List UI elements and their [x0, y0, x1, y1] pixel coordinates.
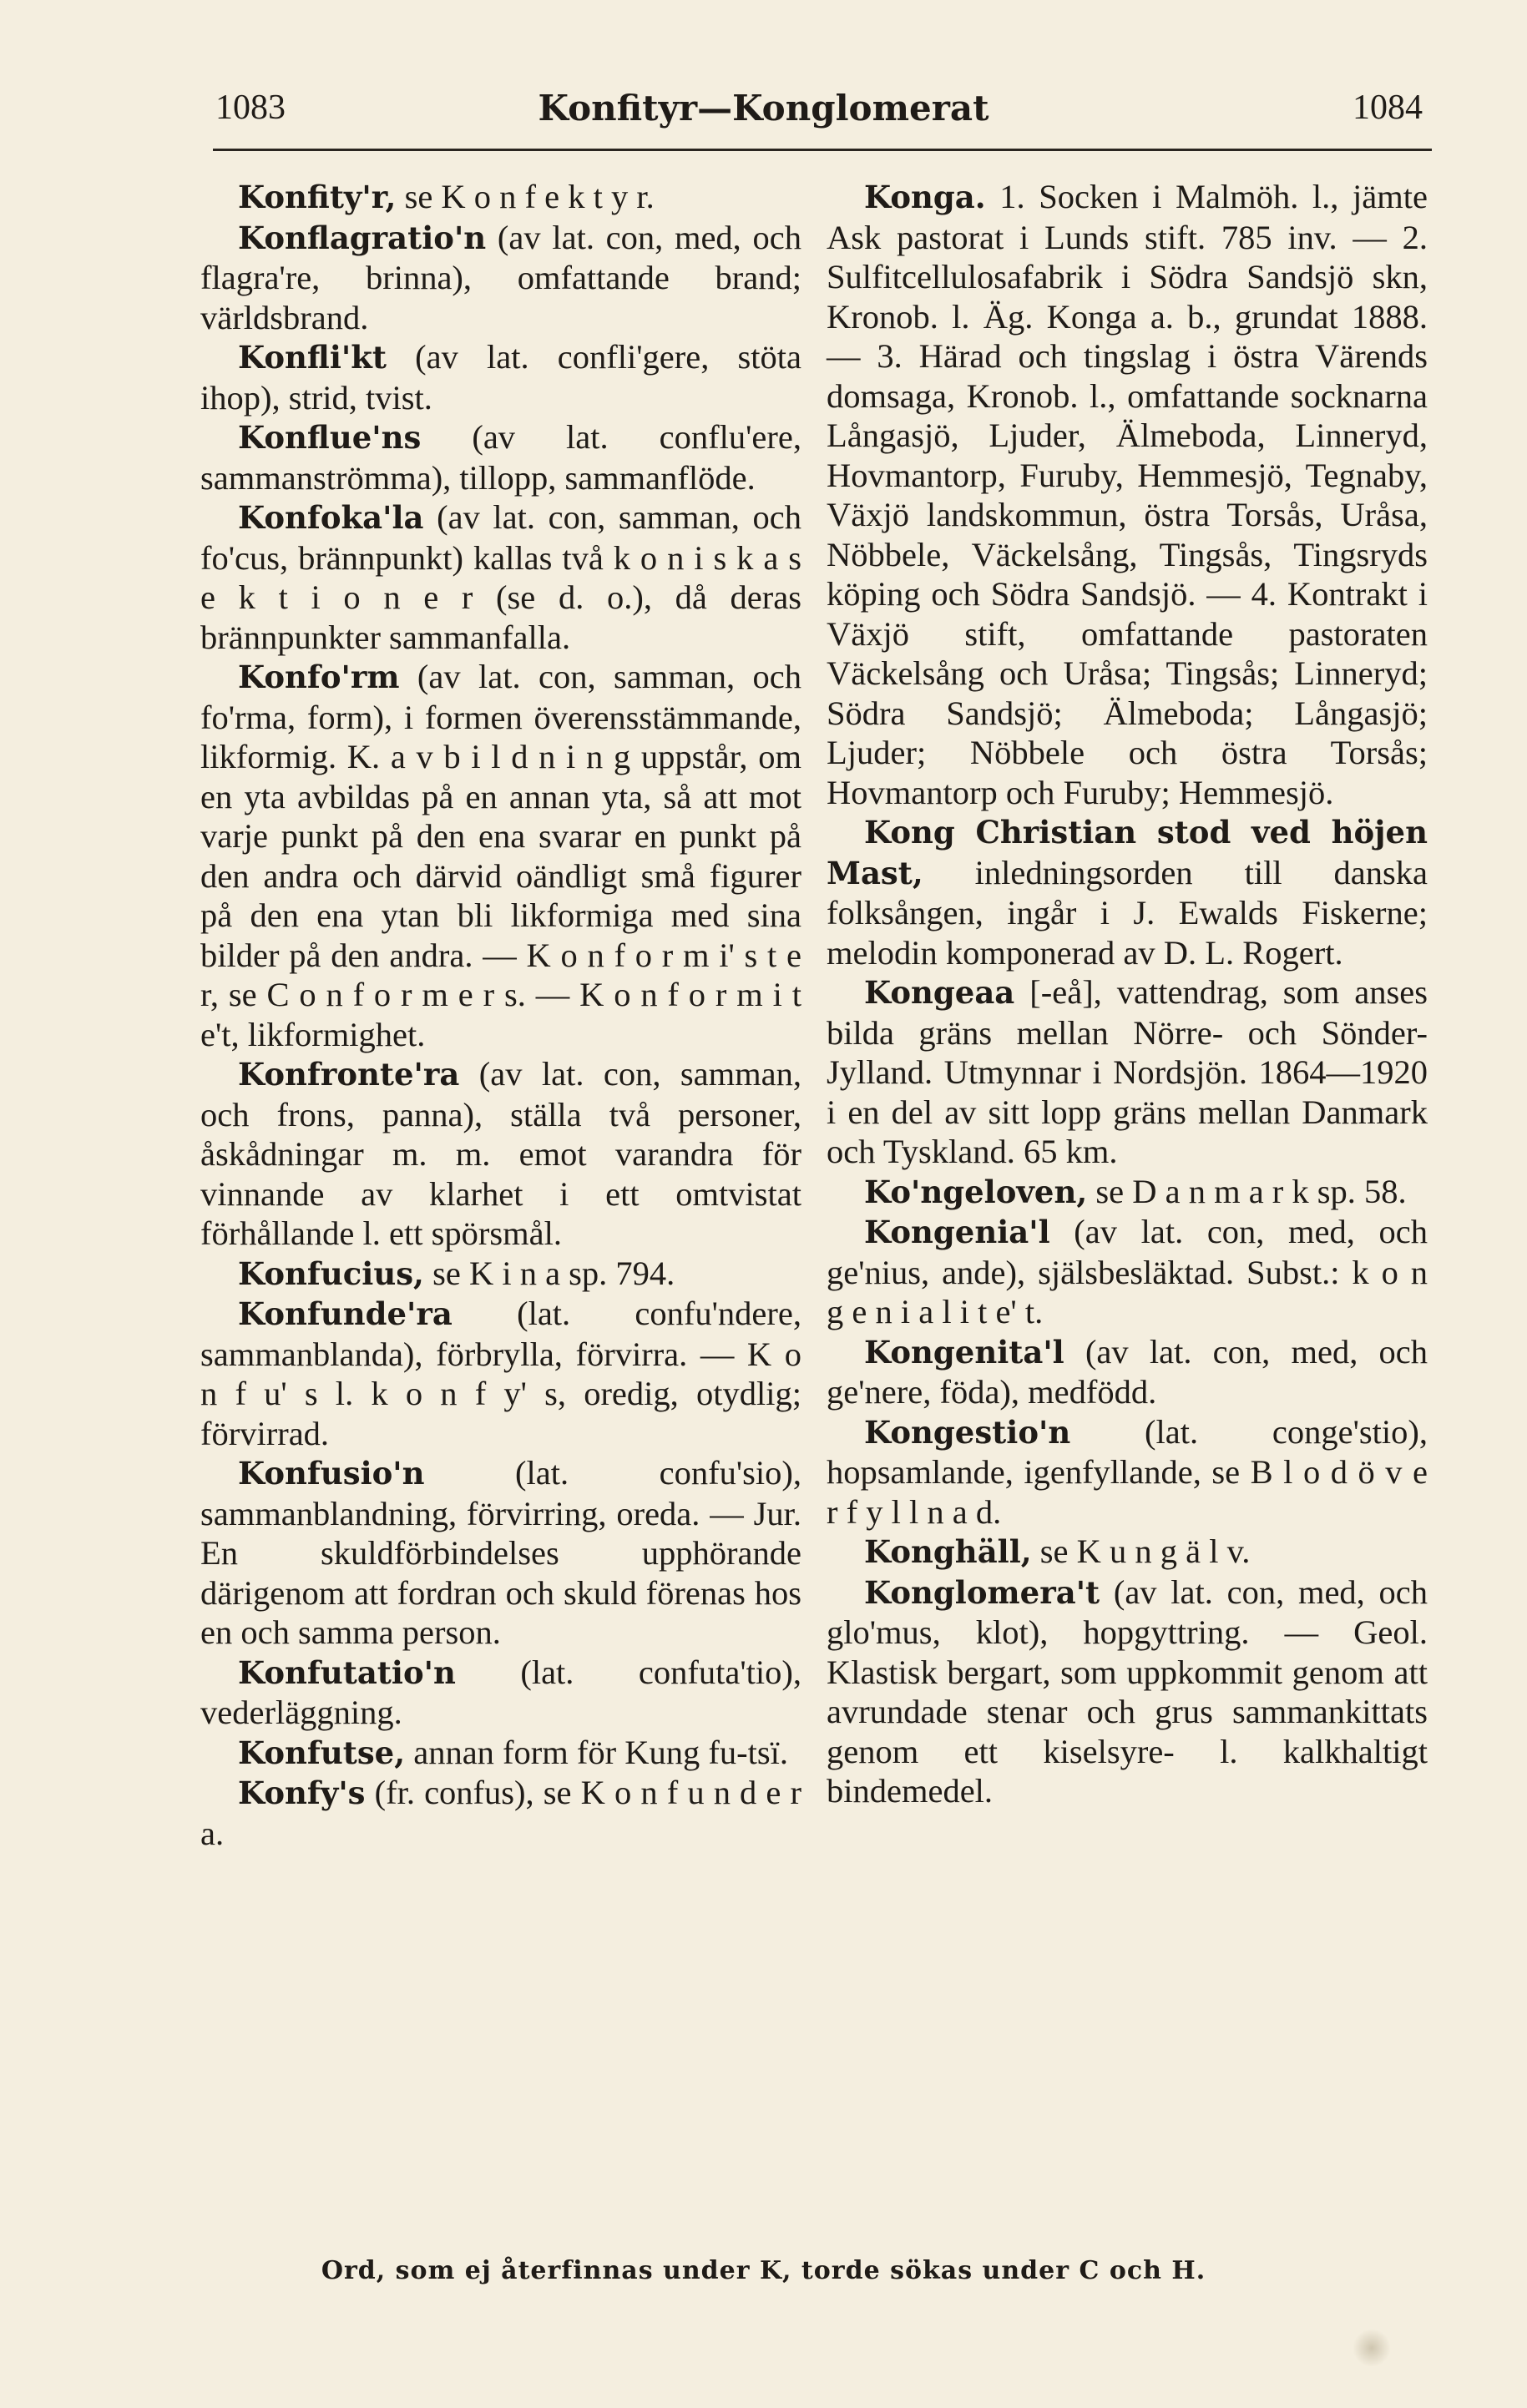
page-number-right: 1084 [1353, 88, 1423, 127]
entry-headword: Konfusio'n [238, 1455, 425, 1492]
dictionary-entry [200, 177, 801, 218]
dictionary-entry [200, 1054, 801, 1254]
entry-headword: Konflagratio'n [238, 219, 487, 256]
entry-text: inledningsorden till danska folksången, ingår i J. Ewalds Fiskerne; melodin komponerad av D. L. Rogert. [827, 853, 1428, 972]
entry-text: (av lat. con, samman, och fo'rma, form), i formen överensstämmande, likformig. K. a v b i l d n i n g uppstår, om en yta avbildas på en annan yta, så att mot varje punkt på den ena svarar en punkt på den andra och därvid oändligt små figurer på den ena ytan bli likformiga med sina bilder på den andra. — K o n f o r m i' s t e r, se C o n f o r m e r s. — K o n f o r m i t e't, likformighet. [200, 658, 801, 1053]
dictionary-entry [200, 657, 801, 1054]
entry-headword: Kongenia'l [864, 1214, 1050, 1250]
dictionary-entry [200, 1453, 801, 1653]
entry-text: (av lat. con, samman, och fo'cus, brännpunkt) kallas två k o n i s k a s e k t i o n e r (se d. o.), då deras brännpunkter sammanfalla. [200, 498, 801, 656]
paper-smudge [1353, 2329, 1391, 2367]
entry-text: (av lat. con, med, och glo'mus, klot), hopgyttring. — Geol. Klastisk bergart, som uppkommit genom att avrundade stenar och grus sammankittats genom ett kiselsyre- l. kalkhaltigt bindemedel. [827, 1573, 1428, 1810]
entry-text: (lat. confuta'tio), vederläggning. [200, 1653, 801, 1731]
entry-text: [-eå], vattendrag, som anses bilda gräns mellan Nörre- och Sönder-Jylland. Utmynnar i Nordsjön. 1864—1920 i en del av sitt lopp gräns mellan Danmark och Tyskland. 65 km. [827, 973, 1428, 1170]
entry-headword: Konfutatio'n [238, 1653, 456, 1691]
entry-headword: Konfutse, [238, 1734, 406, 1771]
entry-headword: Konfoka'la [238, 499, 424, 536]
footer-note: Ord, som ej återfinnas under K, torde sökas under C och H. [321, 2256, 1206, 2285]
entry-text: (lat. conge'stio), hopsamlande, igenfyllande, se B l o d ö v e r f y l l n a d. [827, 1412, 1428, 1531]
dictionary-entry [827, 1532, 1428, 1573]
dictionary-entry [200, 497, 801, 657]
entry-headword: Konfli'kt [238, 339, 387, 376]
entry-headword: Konghäll, [864, 1533, 1032, 1570]
dictionary-entry [200, 337, 801, 417]
entry-text: se D a n m a r k sp. 58. [1087, 1172, 1407, 1210]
dictionary-entry [827, 1172, 1428, 1213]
entry-text: (lat. confu'ndere, sammanblanda), förbrylla, förvirra. — K o n f u' s l. k o n f y' s, oredig, otydlig; förvirrad. [200, 1295, 801, 1452]
entry-headword: Konglomera't [864, 1573, 1100, 1611]
entry-headword: Kongestio'n [864, 1413, 1071, 1451]
entry-text: (fr. confus), se K o n f u n d e r a. [200, 1774, 801, 1852]
left-column [200, 177, 801, 1853]
entry-headword: Konfucius, [238, 1254, 424, 1292]
dictionary-entry [200, 1733, 801, 1774]
entry-headword: Konfunde'ra [238, 1295, 453, 1332]
page-header [0, 0, 1527, 159]
running-title: Konfityr—Konglomerat [538, 88, 989, 129]
right-column [827, 177, 1428, 1811]
dictionary-entry [200, 218, 801, 338]
entry-text: se K o n f e k t y r. [396, 178, 655, 215]
entry-headword: Konfo'rm [238, 659, 400, 695]
entry-text: se K i n a sp. 794. [423, 1254, 675, 1292]
entry-headword: Konfity'r, [238, 179, 397, 215]
page-number-left: 1083 [215, 88, 286, 127]
dictionary-entry [200, 1653, 801, 1733]
entry-text: (lat. confu'sio), sammanblandning, förvirring, oreda. — Jur. En skuldförbindelses upphörande därigenom att fordran och skuld förenas hos en och samma person. [200, 1454, 801, 1651]
entry-text: (av lat. con, med, och flagra're, brinna), omfattande brand; världsbrand. [200, 218, 801, 336]
dictionary-entry [827, 1412, 1428, 1532]
entry-text: (av lat. confli'gere, stöta ihop), strid, tvist. [200, 338, 801, 416]
dictionary-entry [827, 177, 1428, 812]
entry-text: (av lat. con, med, och ge'nius, ande), själsbesläktad. Subst.: k o n g e n i a l i t e' t. [827, 1213, 1428, 1330]
entry-headword: Kongenita'l [864, 1333, 1064, 1371]
dictionary-entry [200, 1773, 801, 1853]
entry-headword: Konfronte'ra [238, 1056, 460, 1093]
dictionary-entry [827, 1573, 1428, 1811]
dictionary-entry [827, 972, 1428, 1172]
dictionary-entry [200, 417, 801, 497]
entry-text: se K u n g ä l v. [1031, 1532, 1251, 1570]
entry-headword: Konfy's [238, 1774, 366, 1811]
dictionary-entry [827, 1332, 1428, 1412]
dictionary-entry [200, 1294, 801, 1453]
entry-headword: Kong Christian stod ved höjen Mast, [827, 814, 1428, 891]
entry-headword: Kongeaa [864, 974, 1015, 1011]
dictionary-entry [827, 812, 1428, 972]
entry-headword: Konga. [864, 179, 986, 215]
header-rule [213, 149, 1432, 151]
dictionary-entry [200, 1254, 801, 1295]
entry-text: (av lat. con, samman, och frons, panna), ställa två personer, åskådningar m. m. emot varandra för vinnande av klarhet i ett omtvistat förhållande l. ett spörsmål. [200, 1055, 801, 1252]
dictionary-entry [827, 1212, 1428, 1332]
entry-text: (av lat. con, med, och ge'nere, föda), medfödd. [827, 1332, 1428, 1411]
entry-headword: Ko'ngeloven, [864, 1173, 1088, 1210]
entry-text: annan form för Kung fu-tsï. [405, 1733, 788, 1771]
entry-headword: Konflue'ns [238, 419, 422, 456]
entry-text: 1. Socken i Malmöh. l., jämte Ask pastorat i Lunds stift. 785 inv. — 2. Sulfitcellulosafabrik i Södra Sandsjö skn, Kronob. l. Äg. Konga a. b., grundat 1888. — 3. Härad och tingslag i östra Värends domsaga, Kronob. l., omfattande socknarna Långasjö, Ljuder, Älmeboda, Linneryd, Hovmantorp, Furuby, Hemmesjö, Tegnaby, Växjö landskommun, östra Torsås, Uråsa, Nöbbele, Väckelsång, Tingsås, Tingsryds köping och Södra Sandsjö. — 4. Kontrakt i Växjö stift, omfattande pastoraten Väckelsång och Uråsa; Tingsås; Linneryd; Södra Sandsjö; Älmeboda; Långasjö; Ljuder; Nöbbele och östra Torsås; Hovmantorp och Furuby; Hemmesjö. [827, 178, 1428, 811]
entry-text: (av lat. conflu'ere, sammanströmma), tillopp, sammanflöde. [200, 418, 801, 497]
